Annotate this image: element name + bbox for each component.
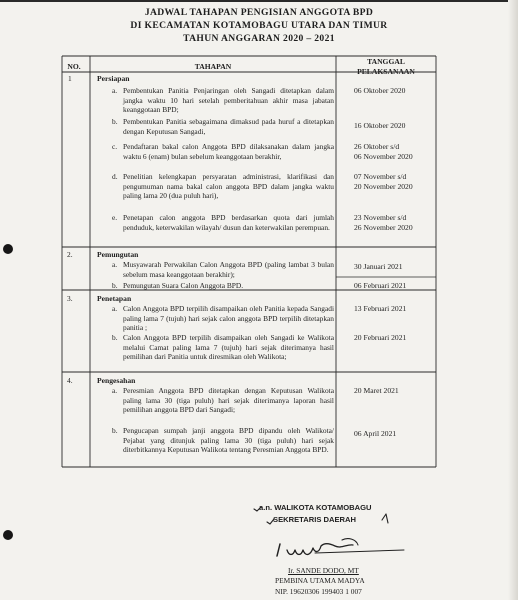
- item-date: 07 November s/d 20 November 2020: [354, 172, 413, 191]
- item-text: Penetapan calon anggota BPD berdasarkan quota dari jumlah penduduk, keterwakilan wilayah/ dusun dan keterwakilan perempuan.: [123, 213, 334, 232]
- item-date: 20 Maret 2021: [354, 386, 399, 395]
- item-text: Pengucapan sumpah janji anggota BPD dipandu oleh Walikota/ Pejabat yang ditunjuk paling lama 30 (tiga puluh) hari sejak diterbitkannya Keputusan Walikota tentang Peresmian Anggota BPD.: [123, 426, 334, 455]
- item-date: 13 Februari 2021: [354, 304, 407, 313]
- document-subtitle: DI KECAMATAN KOTAMOBAGU UTARA DAN TIMUR: [130, 20, 388, 31]
- item-date: 16 Oktober 2020: [354, 121, 406, 130]
- item-text: Pembentukan Panitia Penjaringan oleh Sangadi ditetapkan dalam jangka waktu 10 hari setelah pemberitahuan akhir masa jabatan keanggotaan BPD;: [123, 86, 334, 115]
- column-header-tanggal: [336, 57, 436, 76]
- item-text: Pendaftaran bakal calon Anggota BPD dilaksanakan dalam jangka waktu 6 (enam) bulan sebelum keanggotaan berakhir,: [123, 142, 334, 161]
- item-date: 06 Oktober 2020: [354, 86, 406, 95]
- item-text: Calon Anggota BPD terpilih disampaikan oleh Panitia kepada Sangadi paling lama 7 (tujuh) hari sejak calon anggota BPD terpilih ditetapkan panitia ;: [123, 304, 334, 333]
- item-marker: a.: [112, 86, 118, 95]
- scan-right-shadow: [508, 0, 518, 600]
- item-marker: b.: [112, 426, 118, 435]
- column-header-tanggal-line1: TANGGAL: [367, 57, 405, 66]
- item-date: 06 April 2021: [354, 429, 397, 438]
- item-marker: a.: [112, 260, 118, 269]
- document-year: TAHUN ANGGARAN 2020 – 2021: [183, 33, 335, 44]
- item-text: Calon Anggota BPD terpilih disampaikan oleh Sangadi ke Walikota melalui Camat paling lama 7 (tujuh) hari sejak diterimanya hasil pemilihan dari Panitia untuk diresmikan oleh Walikota;: [123, 333, 334, 362]
- item-date: 26 Oktober s/d 06 November 2020: [354, 142, 413, 161]
- section-title-penetapan: Penetapan: [97, 294, 132, 303]
- section-title-pemungutan: Pemungutan: [97, 250, 139, 259]
- signatory-rank: PEMBINA UTAMA MADYA: [275, 576, 365, 585]
- signatory-name: Ir. SANDE DODO, MT: [288, 566, 359, 575]
- item-date: 23 November s/d 26 November 2020: [354, 213, 413, 232]
- item-marker: b.: [112, 117, 118, 126]
- item-date: 06 Februari 2021: [354, 281, 407, 290]
- item-text: Peresmian Anggota BPD ditetapkan dengan Keputusan Walikota paling lama 30 (tiga puluh) hari sejak diterimanya laporan hasil pemilihan anggota BPD dari Sangadi;: [123, 386, 334, 415]
- item-marker: b.: [112, 333, 118, 342]
- column-header-no: NO.: [67, 62, 81, 71]
- item-marker: e.: [112, 213, 118, 222]
- item-text: Penelitian kelengkapan persyaratan administrasi, klarifikasi dan pengumuman nama bakal calon anggota BPD dalam jangka waktu paling lama 20 (dua puluh hari),: [123, 172, 334, 201]
- column-header-tahapan: TAHAPAN: [194, 62, 232, 71]
- binder-hole: [3, 244, 13, 254]
- binder-hole: [3, 530, 13, 540]
- item-marker: d.: [112, 172, 118, 181]
- section-number: 2.: [67, 250, 73, 259]
- item-marker: b.: [112, 281, 118, 290]
- item-date: 30 Januari 2021: [354, 262, 403, 271]
- item-marker: a.: [112, 386, 118, 395]
- signature-on-behalf: a.n. WALIKOTA KOTAMOBAGU: [259, 503, 372, 512]
- item-date: 20 Februari 2021: [354, 333, 407, 342]
- scan-top-edge: [0, 0, 518, 2]
- item-marker: a.: [112, 304, 118, 313]
- signatory-nip: NIP. 19620306 199403 1 007: [275, 587, 362, 596]
- section-title-pengesahan: Pengesahan: [97, 376, 136, 385]
- section-number: 4.: [67, 376, 73, 385]
- document-title: JADWAL TAHAPAN PENGISIAN ANGGOTA BPD: [144, 7, 374, 18]
- item-text: Musyawarah Perwakilan Calon Anggota BPD (paling lambat 3 bulan sebelum masa keanggotaan berakhir);: [123, 260, 334, 279]
- item-text: Pemungutan Suara Calon Anggota BPD.: [123, 281, 244, 290]
- section-number: 3.: [67, 294, 73, 303]
- column-header-tanggal-line2: PELAKSANAAN: [357, 66, 415, 76]
- section-number: 1: [68, 74, 72, 83]
- item-text: Pembentukan Panitia sebagaimana dimaksud pada huruf a ditetapkan dengan Keputusan Sangadi,: [123, 117, 334, 136]
- item-marker: c.: [112, 142, 118, 151]
- section-title-persiapan: Persiapan: [97, 74, 130, 83]
- signature-role: SEKRETARIS DAERAH: [273, 515, 356, 524]
